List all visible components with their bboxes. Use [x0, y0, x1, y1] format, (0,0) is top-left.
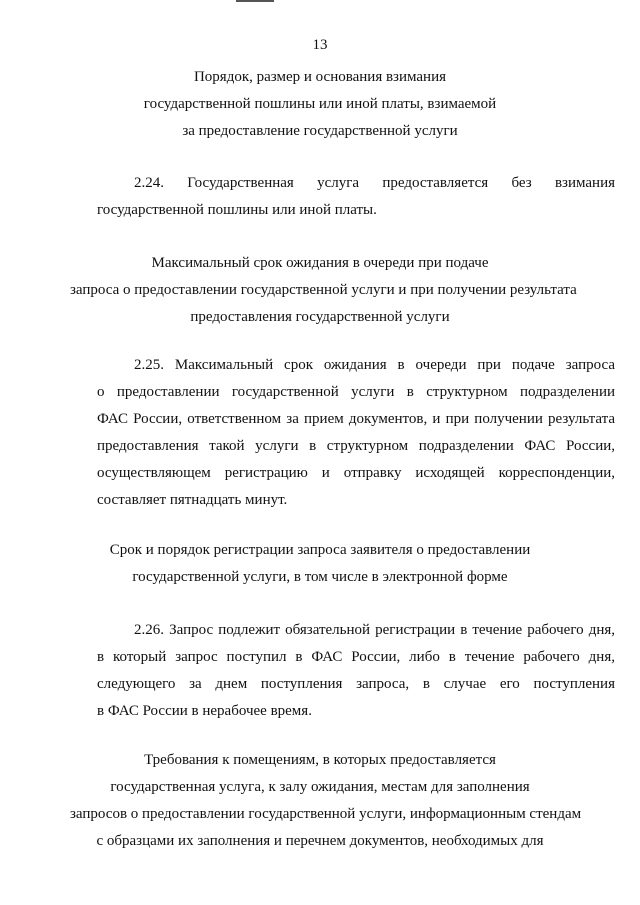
heading-line: Порядок, размер и основания взимания — [193, 69, 447, 85]
section-heading-fee — [70, 64, 570, 145]
paragraph-line: составляет пятнадцать минут. — [97, 492, 288, 508]
heading-line: государственной услуги, в том числе в электронной форме — [132, 569, 508, 585]
heading-line: запросов о предоставлении государственной услуги, информационным стендам — [70, 806, 582, 822]
heading-line: запроса о предоставлении государственной услуги и при получении результата — [70, 282, 577, 298]
heading-line: Требования к помещениям, в которых предоставляется — [144, 752, 496, 768]
heading-line: за предоставление государственной услуги — [182, 123, 458, 139]
heading-line: государственная услуга, к залу ожидания, местам для заполнения — [110, 779, 530, 795]
section-heading-premises — [70, 747, 582, 855]
heading-line: Срок и порядок регистрации запроса заявителя о предоставлении — [109, 542, 531, 558]
paragraph-line: государственной пошлины или иной платы. — [97, 202, 377, 218]
paragraph-line: ФАС России, ответственном за прием документов, и при получении результата — [97, 411, 615, 427]
paragraph-line: 2.24. Государственная услуга предоставляется без взимания — [134, 175, 615, 191]
heading-line: Максимальный срок ожидания в очереди при подаче — [151, 255, 489, 271]
paragraph-2-24 — [97, 170, 615, 224]
paragraph-line: осуществляющем регистрацию и отправку исходящей корреспонденции, — [97, 465, 615, 481]
paragraph-line: в который запрос поступил в ФАС России, либо в течение рабочего дня, — [97, 649, 615, 665]
paragraph-2-26 — [97, 617, 615, 725]
heading-line: с образцами их заполнения и перечнем документов, необходимых для — [96, 833, 544, 849]
heading-line: предоставления государственной услуги — [190, 309, 450, 325]
paragraph-line: 2.25. Максимальный срок ожидания в очереди при подаче запроса — [134, 357, 615, 373]
paragraph-line: о предоставлении государственной услуги в структурном подразделении — [97, 384, 615, 400]
section-heading-queue — [70, 250, 577, 331]
paragraph-line: следующего за днем поступления запроса, в случае его поступления — [97, 676, 615, 692]
top-edge-mark — [236, 0, 274, 2]
paragraph-2-25 — [97, 352, 615, 514]
heading-line: государственной пошлины или иной платы, взимаемой — [143, 96, 497, 112]
paragraph-line: предоставления такой услуги в структурном подразделении ФАС России, — [97, 438, 615, 454]
paragraph-line: 2.26. Запрос подлежит обязательной регистрации в течение рабочего дня, — [134, 622, 615, 638]
paragraph-line: в ФАС России в нерабочее время. — [97, 703, 312, 719]
page-number: 13 — [312, 37, 328, 53]
section-heading-registration — [70, 537, 570, 591]
